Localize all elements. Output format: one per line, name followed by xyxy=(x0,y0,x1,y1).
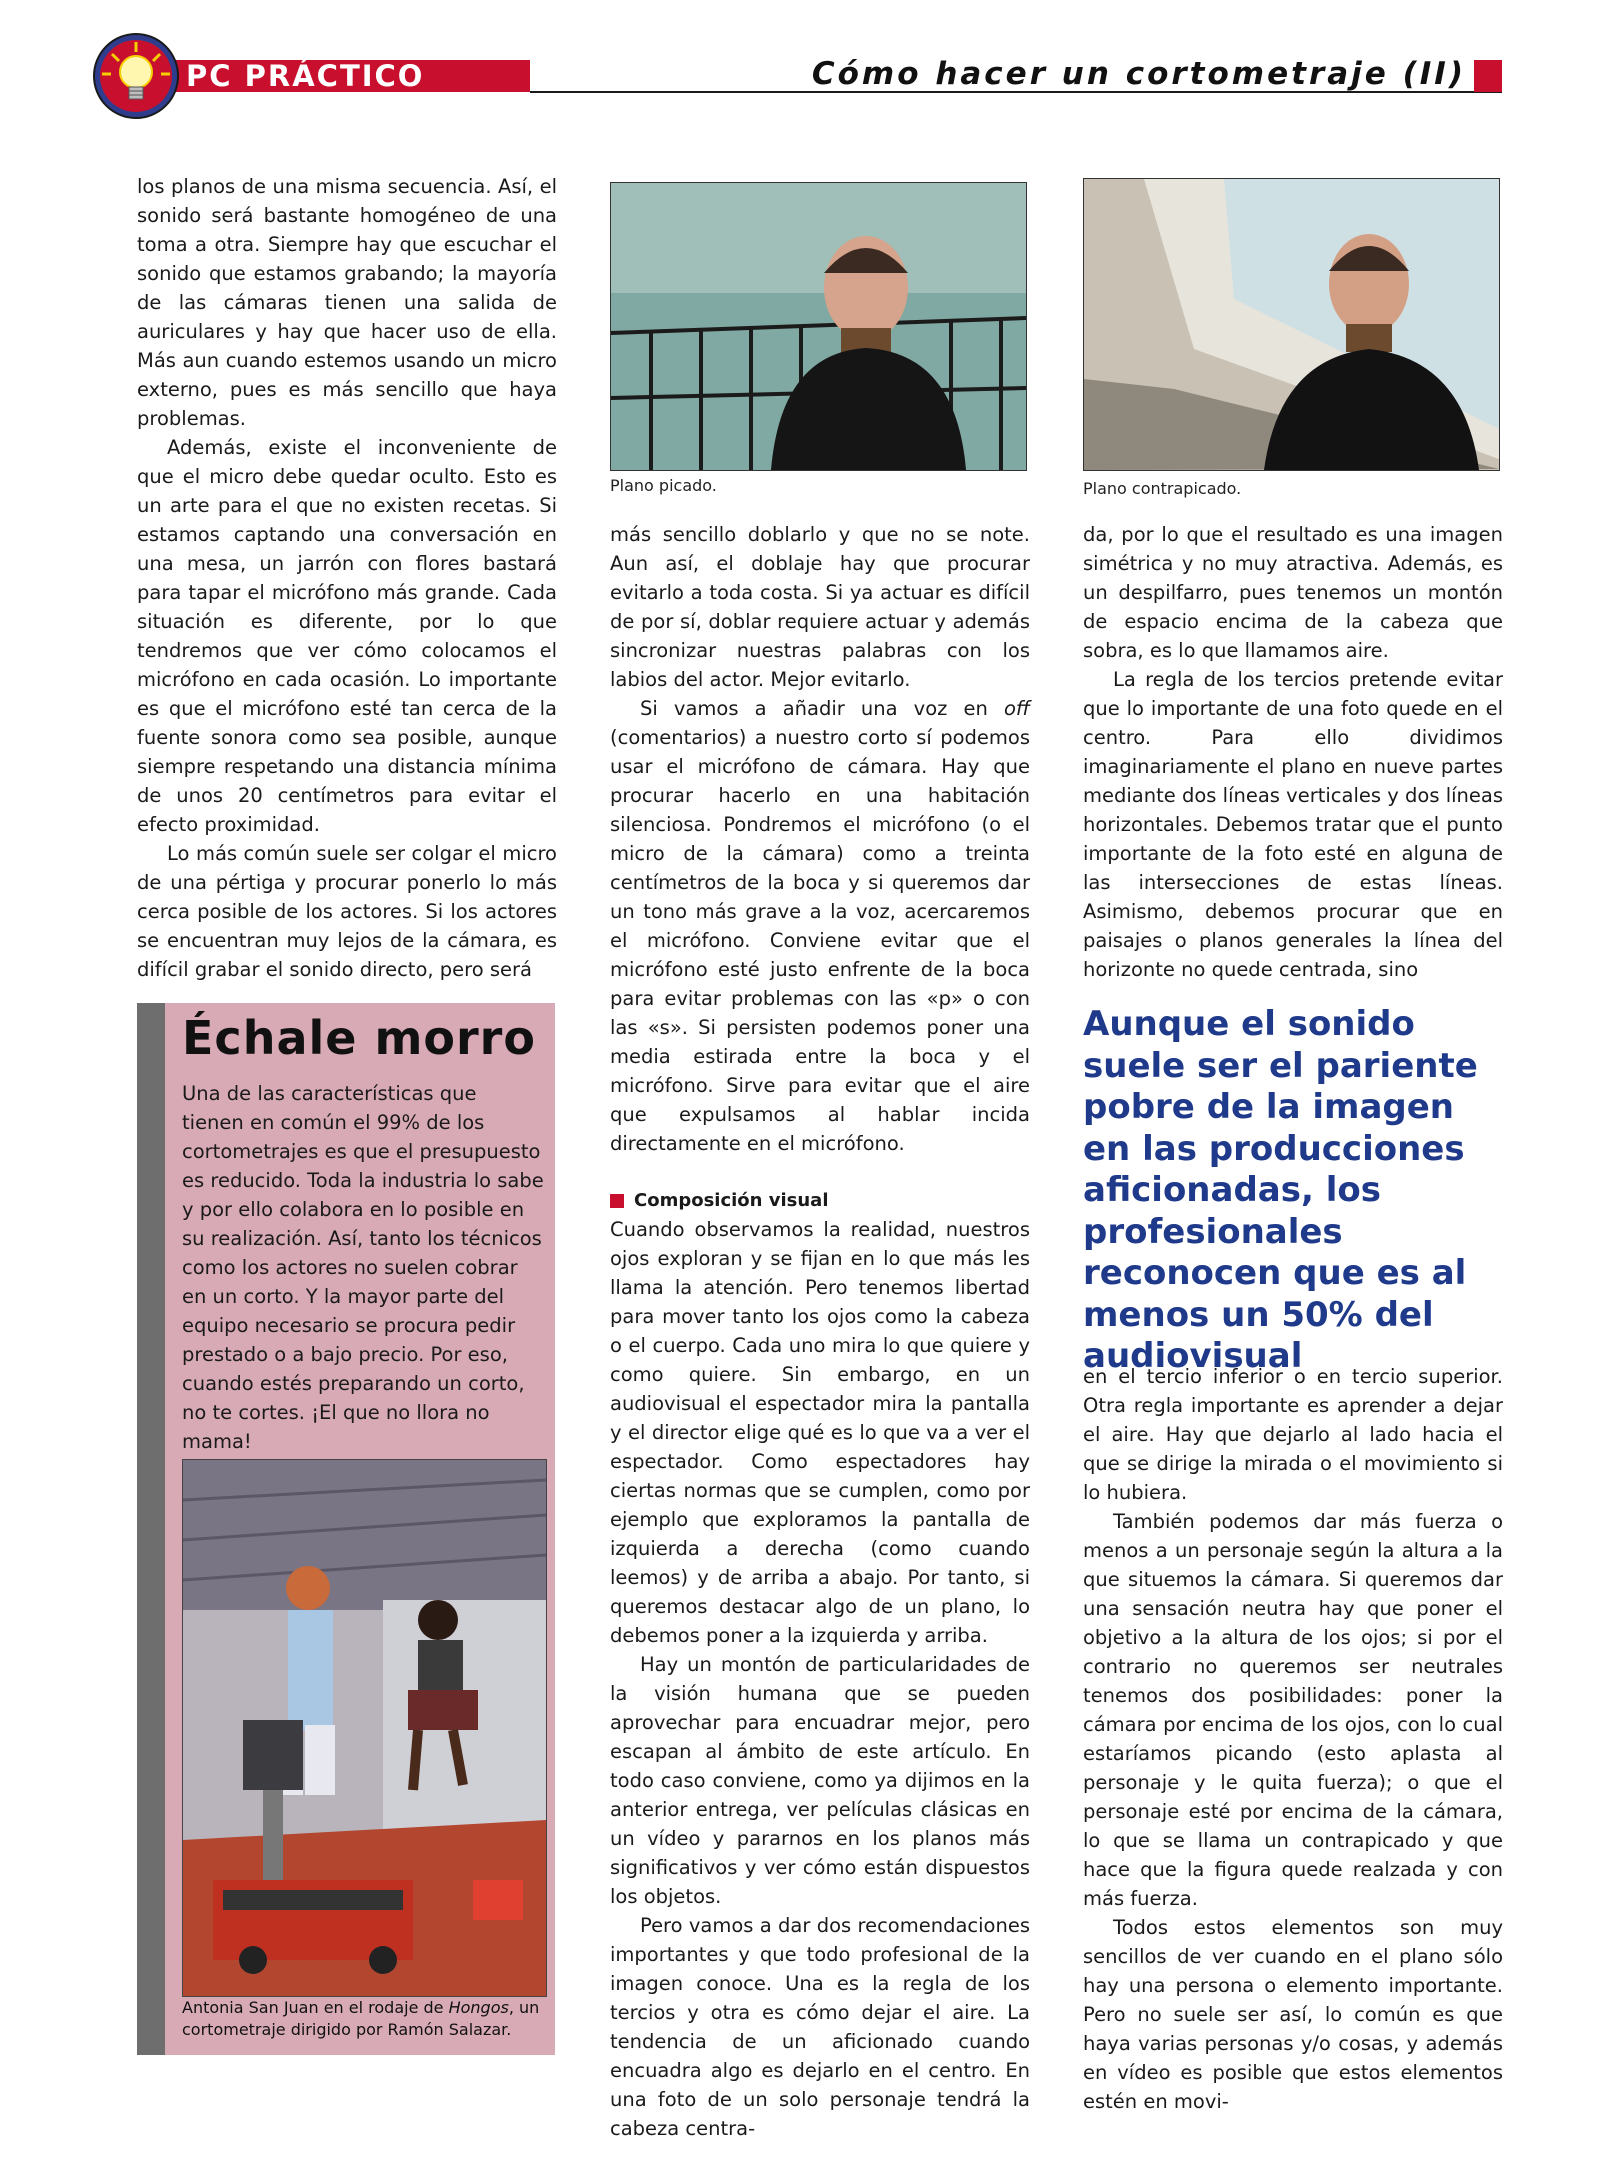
text-run: (comentarios) a nuestro corto sí podemos usar el micrófono de cámara. Hay que procurar hacerlo en una habitación silenciosa. Pondremos el micrófono (o el micro de la cámara) como a treinta centímetros de la boca y si queremos dar un tono más grave a la voz, acercaremos el micrófono. Conviene evitar que el micrófono esté justo enfrente de la boca para evitar problemas con las «p» o con las «s». Si persisten podemos poner una media estirada entre la boca y el micrófono. Sirve para evitar que el aire que expulsamos al hablar incida directamente en el micrófono. xyxy=(610,726,1030,1155)
photo-caption: Plano contrapicado. xyxy=(1083,479,1242,498)
paragraph: más sencillo doblarlo y que no se note. Aun así, el doblaje hay que procurar evitarlo a toda costa. Si ya actuar es difícil de por sí, doblar requiere actuar y además sincronizar nuestras palabras con los labios del actor. Mejor evitarlo. xyxy=(610,523,1030,691)
lightbulb-icon xyxy=(92,32,180,120)
article-title: Cómo hacer un cortometraje (II) xyxy=(811,56,1466,92)
pull-quote: Aunque el sonido suele ser el pariente pobre de la imagen en las producciones aficionadas, los profesionales reconocen que es al menos un 50% del audiovisual xyxy=(1083,1004,1478,1376)
caption-italic: Hongos xyxy=(448,1998,509,2017)
paragraph: La regla de los tercios pretende evitar que lo importante de una foto quede en el centro. Para ello dividimos imaginariamente el plano en nueve partes mediante dos líneas verticales y dos líneas horizontales. Debemos tratar que el punto importante de la foto esté en alguna de las intersecciones de estas líneas. Asimismo, debemos procurar que en paisajes o planos generales la línea del horizonte no quede centrada, sino xyxy=(1083,668,1503,981)
text-run: Si vamos a añadir una voz en xyxy=(640,697,1004,720)
plano-picado-photo xyxy=(610,182,1027,471)
header-accent-block xyxy=(1474,60,1502,92)
sidebar-box xyxy=(137,1003,555,2055)
paragraph: da, por lo que el resultado es una imagen simétrica y no muy atractiva. Además, es un despilfarro, pues tenemos un montón de espacio encima de la cabeza que sobra, es lo que llamamos aire. xyxy=(1083,523,1503,662)
column-3-bottom xyxy=(1083,1362,1503,2116)
paragraph xyxy=(610,694,1030,1158)
paragraph: También podemos dar más fuerza o menos a un personaje según la altura a la que situemos la cámara. Si queremos dar una sensación neutra hay que poner el objetivo a la altura de los ojos; si por el contrario no queremos ser neutrales tenemos dos posibilidades: poner la cámara por encima de los ojos, con lo cual estaríamos picando (esto aplasta al personaje y le quita fuerza); o que el personaje esté por encima de la cámara, lo que se llama un contrapicado y que hace que la figura quede realzada y con más fuerza. xyxy=(1083,1510,1503,1910)
section-label: PC PRÁCTICO xyxy=(186,59,425,93)
subheading xyxy=(610,1186,1030,1215)
photo-caption: Plano picado. xyxy=(610,476,717,495)
subheading-text: Composición visual xyxy=(634,1190,829,1211)
film-set-photo xyxy=(182,1459,547,1997)
sidebar-title: Échale morro xyxy=(182,1011,536,1065)
paragraph: Cuando observamos la realidad, nuestros ojos exploran y se fijan en lo que más les llama la atención. Pero tenemos libertad para mover tanto los ojos como la cabeza o el cuerpo. Cada uno mira lo que quiere y como quiere. Sin embargo, en un audiovisual el espectador mira la pantalla y el director elige qué es lo que va a ver el espectador. Como espectadores hay ciertas normas que se cumplen, como por ejemplo que exploramos la pantalla de izquierda a derecha (como cuando leemos) y de arriba a abajo. Por tanto, si queremos destacar algo de un plano, lo debemos poner a la izquierda y arriba. xyxy=(610,1218,1030,1647)
paragraph: en el tercio inferior o en tercio superior. Otra regla importante es aprender a dejar el aire. Hay que dejarlo al lado hacia el que se dirige la mirada o el movimiento si lo hubiera. xyxy=(1083,1365,1503,1504)
paragraph: Lo más común suele ser colgar el micro de una pértiga y procurar ponerlo lo más cerca posible de los actores. Si los actores se encuentran muy lejos de la cámara, es difícil grabar el sonido directo, pero será xyxy=(137,842,557,981)
paragraph: Hay un montón de particularidades de la visión humana que se pueden aprovechar para encuadrar mejor, pero escapan al ámbito de este artículo. En todo caso conviene, como ya dijimos en la anterior entrega, ver películas clásicas en un vídeo y pararnos en los planos más significativos y ver cómo están dispuestos los objetos. xyxy=(610,1653,1030,1908)
paragraph: Pero vamos a dar dos recomendaciones importantes y que todo profesional de la imagen conoce. Una es la regla de los tercios y otra es cómo dejar el aire. La tendencia de un aficionado cuando encuadra algo es dejarlo en el centro. En una foto de un solo personaje tendrá la cabeza centra- xyxy=(610,1914,1030,2140)
paragraph: Todos estos elementos son muy sencillos de ver cuando en el plano sólo hay una persona o elemento importante. Pero no suele ser así, lo común es que haya varias personas y/o cosas, y además en vídeo es posible que estos elementos estén en movi- xyxy=(1083,1916,1503,2113)
sidebar-stripe xyxy=(137,1003,165,2055)
sidebar-caption xyxy=(182,1997,552,2041)
sidebar-text: Una de las características que tienen en común el 99% de los cortometrajes es que el presupuesto es reducido. Toda la industria lo sabe y por ello colabora en lo posible en su realización. Así, tanto los técnicos como los actores no suelen cobrar en un corto. Y la mayor parte del equipo necesario se procura pedir prestado o a bajo precio. Por eso, cuando estés preparando un corto, no te cortes. ¡El que no llora no mama! xyxy=(182,1082,544,1453)
caption-text: , un cortometraje dirigido por Ramón Salazar. xyxy=(182,1998,540,2039)
paragraph: los planos de una misma secuencia. Así, el sonido será bastante homogéneo de una toma a otra. Siempre hay que escuchar el sonido que estamos grabando; la mayoría de las cámaras tienen una salida de auriculares y hay que hacer uso de ella. Más aun cuando estemos usando un micro externo, pues es más sencillo que haya problemas. xyxy=(137,175,557,430)
column-3-top xyxy=(1083,520,1503,984)
plano-contrapicado-photo xyxy=(1083,178,1500,471)
column-1 xyxy=(137,172,557,984)
caption-text: Antonia San Juan en el rodaje de xyxy=(182,1998,449,2017)
column-2 xyxy=(610,520,1030,2143)
bullet-square-icon xyxy=(610,1194,624,1208)
text-run-italic: off xyxy=(1003,697,1030,720)
paragraph: Además, existe el inconveniente de que el micro debe quedar oculto. Esto es un arte para el que no existen recetas. Si estamos captando una conversación en una mesa, un jarrón con flores bastará para tapar el micrófono más grande. Cada situación es diferente, por lo que tendremos que ver cómo colocamos el micrófono en cada ocasión. Lo importante es que el micrófono esté tan cerca de la fuente sonora como sea posible, aunque siempre respetando una distancia mínima de unos 20 centímetros para evitar el efecto proximidad. xyxy=(137,436,557,836)
